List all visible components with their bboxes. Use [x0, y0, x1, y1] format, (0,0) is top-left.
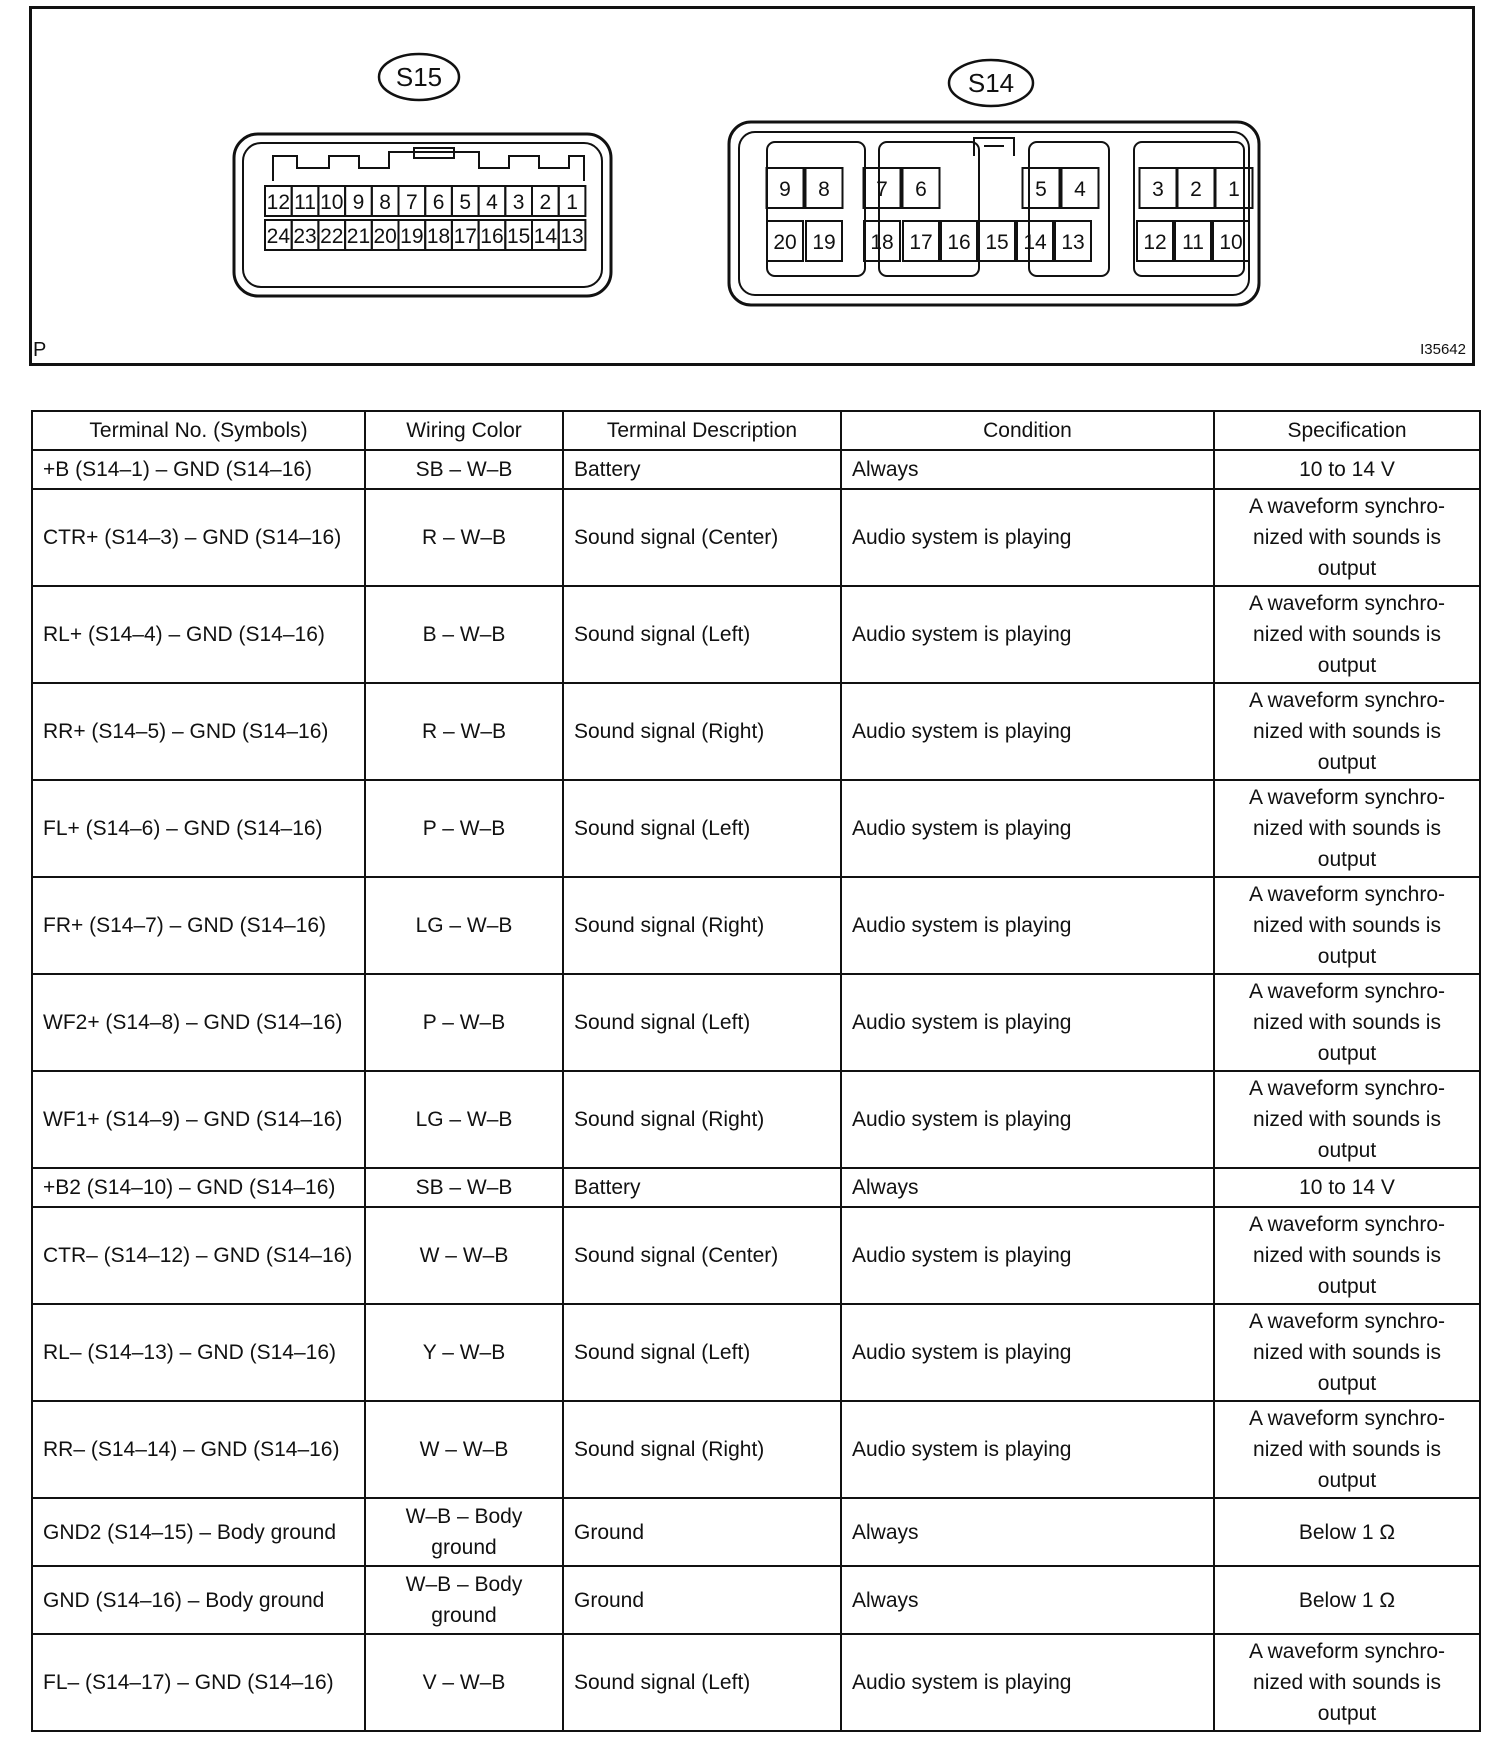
cell-terminal: FR+ (S14–7) – GND (S14–16)	[32, 877, 365, 974]
s15-pin-label: 17	[453, 225, 477, 248]
s14-pin-label: 10	[1219, 231, 1243, 254]
cell-specification: Below 1 Ω	[1214, 1498, 1480, 1566]
table-row	[32, 1168, 1480, 1207]
cell-description: Sound signal (Left)	[563, 586, 841, 683]
cell-description: Sound signal (Left)	[563, 1634, 841, 1731]
cell-description: Sound signal (Right)	[563, 1071, 841, 1168]
cell-description: Sound signal (Right)	[563, 1401, 841, 1498]
s14-pin-label: 20	[773, 231, 797, 254]
cell-specification: A waveform synchro-nized with sounds is output	[1214, 1401, 1480, 1498]
cell-terminal: RL– (S14–13) – GND (S14–16)	[32, 1304, 365, 1401]
cell-description: Sound signal (Right)	[563, 683, 841, 780]
connector-s14-pins	[767, 138, 1253, 276]
s14-pin-label: 17	[909, 231, 933, 254]
cell-condition: Audio system is playing	[841, 1304, 1214, 1401]
s14-pin-label: 7	[876, 178, 888, 201]
s14-pin-label: 18	[870, 231, 894, 254]
cell-condition: Always	[841, 1566, 1214, 1634]
cell-wiring-color: LG – W–B	[365, 877, 563, 974]
cell-condition: Audio system is playing	[841, 974, 1214, 1071]
cell-terminal: CTR+ (S14–3) – GND (S14–16)	[32, 489, 365, 586]
s15-pin-label: 9	[352, 191, 365, 214]
cell-wiring-color: R – W–B	[365, 683, 563, 780]
table-row	[32, 1498, 1480, 1566]
s14-pin-label: 16	[947, 231, 971, 254]
s15-pin-label: 5	[459, 191, 472, 214]
cell-condition: Audio system is playing	[841, 683, 1214, 780]
table-header-row	[32, 411, 1480, 450]
header-condition: Condition	[841, 411, 1214, 450]
cell-wiring-color: W – W–B	[365, 1207, 563, 1304]
table-row	[32, 1207, 1480, 1304]
s14-pin-label: 4	[1074, 178, 1086, 201]
s15-pin-label: 10	[320, 191, 344, 214]
table-row	[32, 877, 1480, 974]
cell-wiring-color: W–B – Body ground	[365, 1566, 563, 1634]
s15-pin-label: 20	[373, 225, 397, 248]
s14-pin-label: 1	[1228, 178, 1240, 201]
s15-pin-label: 2	[539, 191, 552, 214]
cell-specification: 10 to 14 V	[1214, 1168, 1480, 1207]
cell-specification: Below 1 Ω	[1214, 1566, 1480, 1634]
s15-pin-label: 8	[379, 191, 391, 214]
cell-specification: A waveform synchro-nized with sounds is output	[1214, 877, 1480, 974]
table-row	[32, 586, 1480, 683]
table-row	[32, 974, 1480, 1071]
table-row	[32, 780, 1480, 877]
s14-pin-label: 14	[1023, 231, 1047, 254]
cell-wiring-color: LG – W–B	[365, 1071, 563, 1168]
connector-s15	[234, 54, 611, 296]
cell-specification: A waveform synchro-nized with sounds is output	[1214, 974, 1480, 1071]
s15-pin-label: 7	[406, 191, 418, 214]
connector-s15-label: S15	[395, 62, 443, 92]
header-terminal-description: Terminal Description	[563, 411, 841, 450]
cell-specification: A waveform synchro-nized with sounds is output	[1214, 1071, 1480, 1168]
cell-condition: Audio system is playing	[841, 489, 1214, 586]
cell-wiring-color: SB – W–B	[365, 1168, 563, 1207]
cell-condition: Always	[841, 1498, 1214, 1566]
header-wiring-color: Wiring Color	[365, 411, 563, 450]
s14-pin-label: 2	[1190, 178, 1202, 201]
cell-condition: Audio system is playing	[841, 1207, 1214, 1304]
cell-terminal: RL+ (S14–4) – GND (S14–16)	[32, 586, 365, 683]
s15-pin-label: 12	[266, 191, 291, 214]
s14-pin-label: 8	[818, 178, 830, 201]
cell-terminal: FL– (S14–17) – GND (S14–16)	[32, 1634, 365, 1731]
cell-description: Ground	[563, 1566, 841, 1634]
cell-terminal: WF1+ (S14–9) – GND (S14–16)	[32, 1071, 365, 1168]
cell-terminal: CTR– (S14–12) – GND (S14–16)	[32, 1207, 365, 1304]
cell-description: Sound signal (Center)	[563, 1207, 841, 1304]
s15-pin-label: 19	[400, 225, 424, 248]
s15-pin-label: 23	[293, 225, 317, 248]
figure-corner-label: P	[33, 339, 47, 361]
table-row	[32, 1634, 1480, 1731]
s14-pin-label: 15	[985, 231, 1009, 254]
s14-pin-label: 13	[1061, 231, 1085, 254]
cell-wiring-color: B – W–B	[365, 586, 563, 683]
cell-specification: A waveform synchro-nized with sounds is output	[1214, 1304, 1480, 1401]
cell-terminal: +B2 (S14–10) – GND (S14–16)	[32, 1168, 365, 1207]
terminal-table	[31, 410, 1481, 1732]
cell-specification: 10 to 14 V	[1214, 450, 1480, 489]
cell-terminal: WF2+ (S14–8) – GND (S14–16)	[32, 974, 365, 1071]
cell-description: Sound signal (Left)	[563, 780, 841, 877]
cell-specification: A waveform synchro-nized with sounds is output	[1214, 780, 1480, 877]
table-row	[32, 683, 1480, 780]
cell-description: Sound signal (Left)	[563, 974, 841, 1071]
figure-id: I35642	[1420, 341, 1466, 358]
cell-condition: Audio system is playing	[841, 1071, 1214, 1168]
table-row	[32, 450, 1480, 489]
cell-terminal: +B (S14–1) – GND (S14–16)	[32, 450, 365, 489]
s15-pin-label: 18	[426, 225, 451, 248]
cell-wiring-color: P – W–B	[365, 780, 563, 877]
cell-description: Sound signal (Right)	[563, 877, 841, 974]
cell-wiring-color: SB – W–B	[365, 450, 563, 489]
s15-pin-label: 22	[320, 225, 344, 248]
s14-pin-label: 9	[779, 178, 791, 201]
cell-description: Sound signal (Center)	[563, 489, 841, 586]
cell-condition: Audio system is playing	[841, 780, 1214, 877]
cell-specification: A waveform synchro-nized with sounds is output	[1214, 1634, 1480, 1731]
table-row	[32, 1401, 1480, 1498]
s14-pin-label: 5	[1035, 178, 1047, 201]
s14-pin-label: 12	[1143, 231, 1167, 254]
s15-pin-label: 14	[533, 225, 558, 248]
s15-pin-label: 21	[346, 225, 371, 248]
table-row	[32, 1304, 1480, 1401]
cell-wiring-color: R – W–B	[365, 489, 563, 586]
s15-pin-label: 1	[566, 191, 578, 214]
cell-description: Battery	[563, 450, 841, 489]
s14-pin-label: 11	[1182, 231, 1204, 254]
cell-wiring-color: W – W–B	[365, 1401, 563, 1498]
s15-pin-label: 13	[560, 225, 584, 248]
cell-description: Ground	[563, 1498, 841, 1566]
connector-s14	[729, 60, 1259, 305]
cell-description: Sound signal (Left)	[563, 1304, 841, 1401]
cell-terminal: GND2 (S14–15) – Body ground	[32, 1498, 365, 1566]
cell-condition: Audio system is playing	[841, 1634, 1214, 1731]
cell-terminal: FL+ (S14–6) – GND (S14–16)	[32, 780, 365, 877]
table-row	[32, 1566, 1480, 1634]
cell-description: Battery	[563, 1168, 841, 1207]
header-specification: Specification	[1214, 411, 1480, 450]
cell-specification: A waveform synchro-nized with sounds is output	[1214, 586, 1480, 683]
table-row	[32, 489, 1480, 586]
cell-specification: A waveform synchro-nized with sounds is output	[1214, 489, 1480, 586]
cell-wiring-color: V – W–B	[365, 1634, 563, 1731]
cell-condition: Audio system is playing	[841, 1401, 1214, 1498]
s15-pin-label: 15	[506, 225, 531, 248]
cell-terminal: RR– (S14–14) – GND (S14–16)	[32, 1401, 365, 1498]
cell-wiring-color: Y – W–B	[365, 1304, 563, 1401]
s15-pin-label: 6	[432, 191, 445, 214]
cell-condition: Audio system is playing	[841, 877, 1214, 974]
cell-condition: Always	[841, 450, 1214, 489]
connector-s14-label: S14	[967, 68, 1015, 98]
connector-s15-pins	[265, 186, 585, 250]
s15-pin-label: 24	[266, 225, 291, 248]
s14-pin-label: 3	[1152, 178, 1164, 201]
cell-wiring-color: W–B – Body ground	[365, 1498, 563, 1566]
s14-pin-label: 19	[812, 231, 836, 254]
cell-wiring-color: P – W–B	[365, 974, 563, 1071]
s15-pin-label: 16	[480, 225, 504, 248]
s15-pin-label: 3	[512, 191, 525, 214]
connector-figure	[29, 6, 1475, 366]
table-row	[32, 1071, 1480, 1168]
s14-pin-label: 6	[915, 178, 927, 201]
cell-specification: A waveform synchro-nized with sounds is output	[1214, 1207, 1480, 1304]
cell-specification: A waveform synchro-nized with sounds is output	[1214, 683, 1480, 780]
header-terminal: Terminal No. (Symbols)	[32, 411, 365, 450]
table-body	[32, 450, 1480, 1731]
s15-pin-label: 11	[294, 191, 316, 214]
s15-pin-label: 4	[486, 191, 498, 214]
cell-terminal: GND (S14–16) – Body ground	[32, 1566, 365, 1634]
cell-terminal: RR+ (S14–5) – GND (S14–16)	[32, 683, 365, 780]
cell-condition: Always	[841, 1168, 1214, 1207]
cell-condition: Audio system is playing	[841, 586, 1214, 683]
